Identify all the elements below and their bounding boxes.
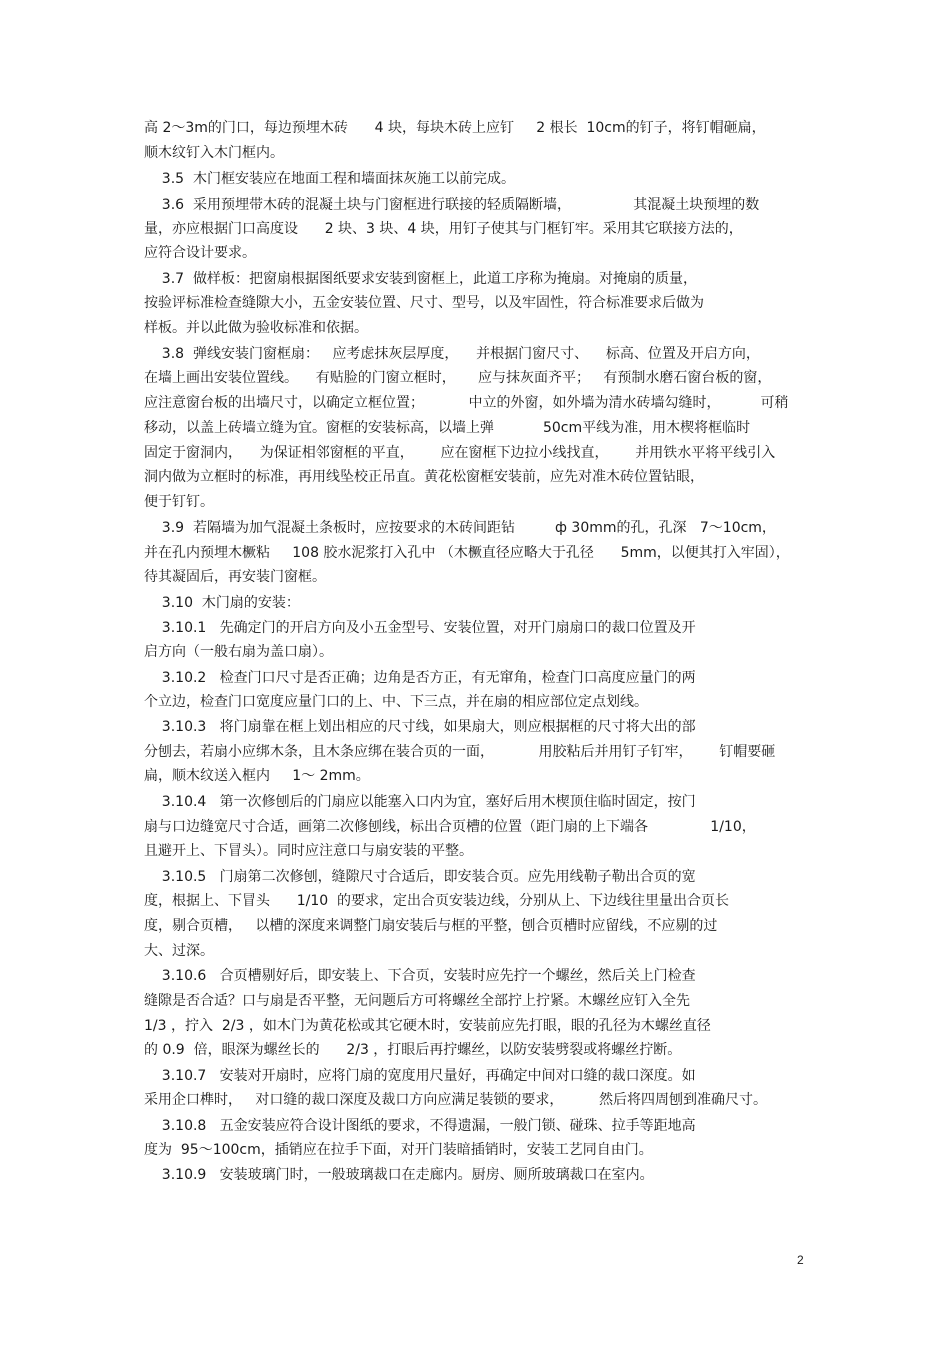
text-line: 3.10.8 五金安装应符合设计图纸的要求，不得遗漏，一般门锁、碰珠、拉手等距地高	[144, 1118, 696, 1134]
text-line: 度，根据上、下冒头 1/10 的要求，定出合页安装边线，分别从上、下边线往里量出合页长	[144, 893, 730, 909]
text-line: 3.10.3 将门扇靠在框上划出相应的尺寸线，如果扇大，则应根据框的尺寸将大出的部	[144, 719, 696, 735]
text-line: 顺木纹钉入木门框内。	[144, 145, 284, 161]
text-line: 3.8 弹线安装门窗框扇： 应考虑抹灰层厚度， 并根据门窗尺寸、 标高、位置及开启方向，	[144, 346, 760, 362]
text-line: 度为 95～100cm，插销应在拉手下面，对开门装暗插销时，安装工艺同自由门。	[144, 1142, 653, 1158]
text-line: 3.10.7 安装对开扇时，应将门扇的宽度用尺量好，再确定中间对口缝的裁口深度。如	[144, 1068, 696, 1084]
page-number: 2	[797, 1253, 804, 1267]
text-line: 3.6 采用预埋带木砖的混凝土块与门窗框进行联接的轻质隔断墙， 其混凝土块预埋的数	[144, 197, 760, 213]
text-line: 3.10.5 门扇第二次修刨，缝隙尺寸合适后，即安装合页。应先用线勒子勒出合页的宽	[144, 869, 696, 885]
text-line: 应注意窗台板的出墙尺寸，以确定立框位置； 中立的外窗，如外墙为清水砖墙勾缝时， 可稍	[144, 395, 789, 411]
text-line: 采用企口榫时， 对口缝的裁口深度及裁口方向应满足装锁的要求， 然后将四周刨到准确尺寸。	[144, 1092, 767, 1108]
text-line: 样板。并以此做为验收标准和依据。	[144, 320, 368, 336]
text-line: 1/3 ，拧入 2/3 ，如木门为黄花松或其它硬木时，安装前应先打眼，眼的孔径为木螺丝直径	[144, 1018, 711, 1034]
text-line: 3.9 若隔墙为加气混凝土条板时，应按要求的木砖间距钻 ф 30mm的孔，孔深 7～10cm，	[144, 520, 776, 536]
text-line: 3.10.1 先确定门的开启方向及小五金型号、安装位置，对开门扇扇口的裁口位置及开	[144, 620, 696, 636]
text-line: 启方向（一般右扇为盖口扇）。	[144, 644, 333, 660]
text-line: 应符合设计要求。	[144, 245, 256, 261]
text-line: 3.10.6 合页槽剔好后，即安装上、下合页，安装时应先拧一个螺丝，然后关上门检查	[144, 968, 696, 984]
text-line: 量，亦应根据门口高度设 2 块、3 块、4 块，用钉子使其与门框钉牢。采用其它联接方法的，	[144, 221, 743, 237]
text-line: 在墙上画出安装位置线。 有贴脸的门窗立框时， 应与抹灰面齐平； 有预制水磨石窗台板的窗，	[144, 370, 772, 386]
text-line: 扁，顺木纹送入框内 1～ 2mm。	[144, 768, 370, 784]
text-line: 个立边，检查门口宽度应量门口的上、中、下三点，并在扇的相应部位定点划线。	[144, 694, 648, 710]
text-line: 缝隙是否合适？口与扇是否平整，无问题后方可将螺丝全部拧上拧紧。木螺丝应钉入全先	[144, 993, 690, 1009]
text-line: 且避开上、下冒头）。同时应注意口与扇安装的平整。	[144, 843, 473, 859]
text-line: 的 0.9 倍，眼深为螺丝长的 2/3 ，打眼后再拧螺丝，以防安装劈裂或将螺丝拧断。	[144, 1042, 682, 1058]
text-line: 便于钉钉。	[144, 494, 214, 510]
text-line: 固定于窗洞内， 为保证相邻窗框的平直， 应在窗框下边拉小线找直， 并用铁水平将平线引入	[144, 445, 776, 461]
text-line: 3.10 木门扇的安装：	[144, 595, 300, 611]
text-line: 3.10.9 安装玻璃门时，一般玻璃裁口在走廊内。厨房、厕所玻璃裁口在室内。	[144, 1167, 654, 1183]
text-line: 度，剔合页槽， 以槽的深度来调整门扇安装后与框的平整，刨合页槽时应留线，不应剔的过	[144, 918, 718, 934]
text-line: 并在孔内预埋木橛粘 108 胶水泥浆打入孔中 （木橛直径应略大于孔径 5mm，以便其打入牢固），	[144, 545, 790, 561]
text-line: 分刨去，若扇小应绑木条，且木条应绑在装合页的一面， 用胶粘后并用钉子钉牢， 钉帽要砸	[144, 744, 776, 760]
text-line: 待其凝固后，再安装门窗框。	[144, 569, 326, 585]
text-line: 3.10.4 第一次修刨后的门扇应以能塞入口内为宜，塞好后用木楔顶住临时固定，按门	[144, 794, 696, 810]
text-line: 3.7 做样板：把窗扇根据图纸要求安装到窗框上，此道工序称为掩扇。对掩扇的质量，	[144, 271, 697, 287]
text-line: 大、过深。	[144, 943, 214, 959]
text-line: 3.5 木门框安装应在地面工程和墙面抹灰施工以前完成。	[144, 171, 515, 187]
text-line: 高 2～3m的门口，每边预埋木砖 4 块，每块木砖上应钉 2 根长 10cm的钉子，将钉帽砸扁，	[144, 120, 766, 136]
text-line: 3.10.2 检查门口尺寸是否正确；边角是否方正，有无窜角，检查门口高度应量门的两	[144, 670, 696, 686]
text-line: 按验评标准检查缝隙大小，五金安装位置、尺寸、型号，以及牢固性，符合标准要求后做为	[144, 295, 704, 311]
text-line: 移动，以盖上砖墙立缝为宜。窗框的安装标高，以墙上弹 50cm平线为准，用木楔将框临时	[144, 420, 751, 436]
text-line: 洞内做为立框时的标准，再用线坠校正吊直。黄花松窗框安装前，应先对准木砖位置钻眼，	[144, 469, 704, 485]
text-line: 扇与口边缝宽尺寸合适，画第二次修刨线，标出合页槽的位置（距门扇的上下端各 1/10，	[144, 819, 756, 835]
